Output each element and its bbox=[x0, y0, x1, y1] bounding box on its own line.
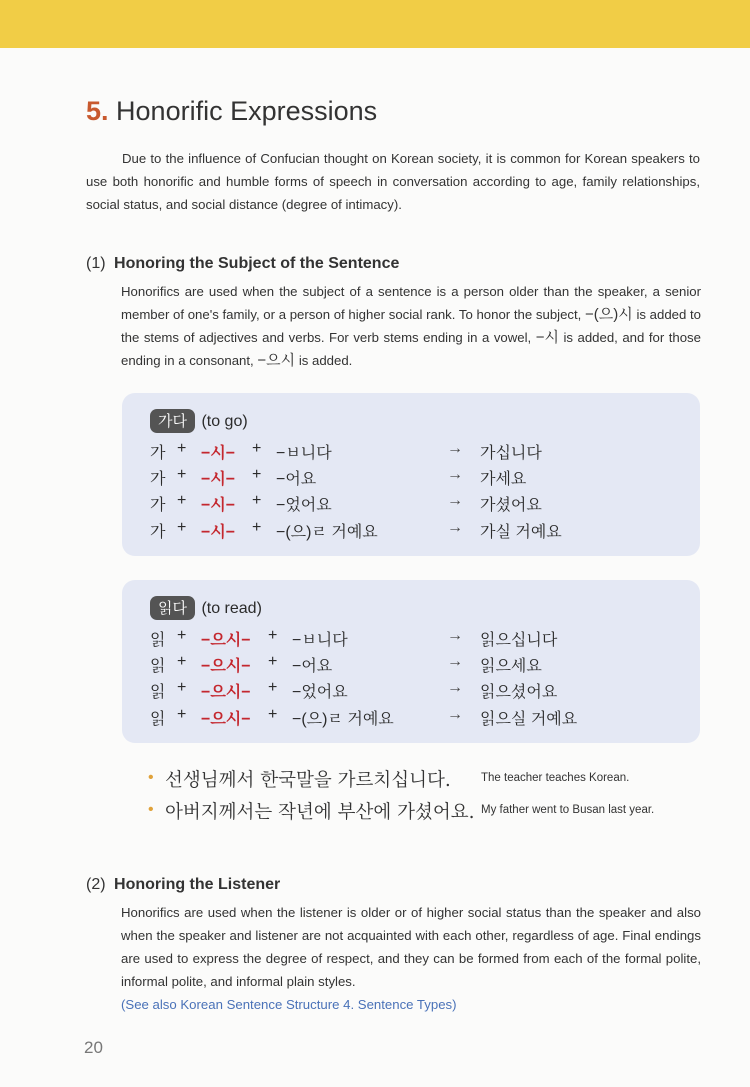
box1-heading bbox=[150, 409, 248, 433]
example-english: The teacher teaches Korean. bbox=[481, 772, 630, 784]
arrow-icon: → bbox=[447, 706, 463, 723]
conjugation-row bbox=[150, 706, 690, 732]
row-plus: + bbox=[252, 519, 262, 536]
row-result: 가셨어요 bbox=[480, 497, 542, 514]
row-honorific-infix: −시− bbox=[201, 471, 236, 488]
row-ending: −었어요 bbox=[276, 497, 332, 514]
conjugation-row bbox=[150, 627, 690, 653]
row-result: 읽으세요 bbox=[480, 658, 542, 675]
row-honorific-infix: −시− bbox=[201, 497, 236, 514]
subsection-2-title: Honoring the Listener bbox=[114, 876, 281, 893]
row-plus: + bbox=[177, 466, 187, 483]
conjugation-row bbox=[150, 653, 690, 679]
row-result: 읽으십니다 bbox=[480, 632, 558, 649]
sub2-text: Honorifics are used when the listener is older or of higher social status than the speaker and also when the speaker and listener are not acquainted with each other, regardless of age. Final endings are used to express the degree of respect, and they can be formed from each of the formal polite, informal polite, and informal plain styles. bbox=[121, 905, 701, 989]
subsection-2-paragraph bbox=[121, 901, 701, 1016]
conjugation-box-ikda bbox=[122, 580, 700, 743]
row-honorific-infix: −으시− bbox=[201, 658, 251, 675]
arrow-icon: → bbox=[447, 627, 463, 644]
row-plus: + bbox=[177, 519, 187, 536]
example-english: My father went to Busan last year. bbox=[481, 804, 655, 816]
section-title: Honorific Expressions bbox=[116, 96, 378, 126]
row-plus: + bbox=[252, 466, 262, 483]
row-honorific-infix: −으시− bbox=[201, 711, 251, 728]
row-plus: + bbox=[268, 706, 278, 723]
row-ending: −(으)ㄹ 거예요 bbox=[292, 711, 394, 728]
conjugation-row bbox=[150, 440, 690, 466]
box1-gloss: (to go) bbox=[201, 413, 248, 430]
row-stem: 가 bbox=[150, 445, 166, 462]
box1-verb-chip: 가다 bbox=[150, 409, 195, 433]
row-honorific-infix: −시− bbox=[201, 524, 236, 541]
arrow-icon: → bbox=[447, 440, 463, 457]
row-ending: −(으)ㄹ 거예요 bbox=[276, 524, 378, 541]
conjugation-row bbox=[150, 466, 690, 492]
conjugation-row bbox=[150, 492, 690, 518]
row-result: 읽으셨어요 bbox=[480, 684, 558, 701]
subsection-2-number: (2) bbox=[86, 876, 106, 893]
row-result: 가실 거예요 bbox=[480, 524, 562, 541]
row-plus: + bbox=[177, 653, 187, 670]
arrow-icon: → bbox=[447, 679, 463, 696]
conjugation-row bbox=[150, 519, 690, 545]
row-plus: + bbox=[268, 653, 278, 670]
arrow-icon: → bbox=[447, 466, 463, 483]
subsection-1-number: (1) bbox=[86, 255, 106, 272]
sub1-text-b: is added to the stems of adjectives and verbs. For verb stems ending in a vowel, bbox=[121, 307, 701, 345]
arrow-icon: → bbox=[447, 519, 463, 536]
sub1-text-d: is added. bbox=[298, 353, 353, 368]
row-stem: 읽 bbox=[150, 658, 166, 675]
sub1-form-b: −시 bbox=[535, 329, 559, 346]
top-color-band bbox=[0, 0, 750, 48]
page-number: 20 bbox=[84, 1038, 103, 1057]
row-plus: + bbox=[268, 679, 278, 696]
row-plus: + bbox=[177, 492, 187, 509]
box2-verb-chip: 읽다 bbox=[150, 596, 195, 620]
row-stem: 읽 bbox=[150, 632, 166, 649]
subsection-1-paragraph bbox=[121, 280, 701, 372]
subsection-2-heading bbox=[86, 876, 280, 894]
sub1-form-a: −(으)시 bbox=[585, 306, 633, 323]
row-ending: −어요 bbox=[276, 471, 317, 488]
intro-paragraph: Due to the influence of Confucian thought on Korean society, it is common for Korean speakers to use both honorific and humble forms of speech in conversation according to age, family relationships, social status, and social distance (degree of intimacy). bbox=[86, 151, 700, 212]
row-honorific-infix: −으시− bbox=[201, 684, 251, 701]
row-plus: + bbox=[177, 679, 187, 696]
subsection-1-title: Honoring the Subject of the Sentence bbox=[114, 255, 400, 272]
row-plus: + bbox=[177, 627, 187, 644]
sub1-text-a: Honorifics are used when the subject of a sentence is a person older than the speaker, a senior member of one's family, or a person of higher social rank. To honor the subject, bbox=[121, 284, 701, 322]
row-ending: −어요 bbox=[292, 658, 333, 675]
bullet-icon: • bbox=[148, 769, 154, 786]
bullet-icon: • bbox=[148, 801, 154, 818]
conjugation-box-gada bbox=[122, 393, 700, 556]
example-korean: 아버지께서는 작년에 부산에 가셨어요. bbox=[165, 802, 475, 823]
row-plus: + bbox=[268, 627, 278, 644]
row-result: 가십니다 bbox=[480, 445, 542, 462]
section-number: 5. bbox=[86, 96, 109, 126]
arrow-icon: → bbox=[447, 653, 463, 670]
row-result: 읽으실 거예요 bbox=[480, 711, 578, 728]
subsection-1-heading bbox=[86, 255, 399, 273]
row-plus: + bbox=[252, 440, 262, 457]
row-stem: 가 bbox=[150, 524, 166, 541]
row-plus: + bbox=[252, 492, 262, 509]
box2-heading bbox=[150, 596, 262, 620]
example-korean: 선생님께서 한국말을 가르치십니다. bbox=[165, 770, 451, 791]
sub1-text-c: is added, and for those ending in a consonant, bbox=[121, 330, 701, 368]
box2-gloss: (to read) bbox=[201, 600, 262, 617]
row-stem: 읽 bbox=[150, 684, 166, 701]
cross-reference-link[interactable]: (See also Korean Sentence Structure 4. Sentence Types) bbox=[121, 997, 457, 1012]
sub1-form-c: −으시 bbox=[257, 352, 296, 369]
row-ending: −ㅂ니다 bbox=[276, 445, 332, 462]
row-plus: + bbox=[177, 440, 187, 457]
row-ending: −었어요 bbox=[292, 684, 348, 701]
conjugation-row bbox=[150, 679, 690, 705]
row-plus: + bbox=[177, 706, 187, 723]
row-ending: −ㅂ니다 bbox=[292, 632, 348, 649]
row-result: 가세요 bbox=[480, 471, 527, 488]
page-title bbox=[86, 96, 377, 127]
row-stem: 읽 bbox=[150, 711, 166, 728]
arrow-icon: → bbox=[447, 492, 463, 509]
row-honorific-infix: −시− bbox=[201, 445, 236, 462]
row-honorific-infix: −으시− bbox=[201, 632, 251, 649]
row-stem: 가 bbox=[150, 497, 166, 514]
row-stem: 가 bbox=[150, 471, 166, 488]
